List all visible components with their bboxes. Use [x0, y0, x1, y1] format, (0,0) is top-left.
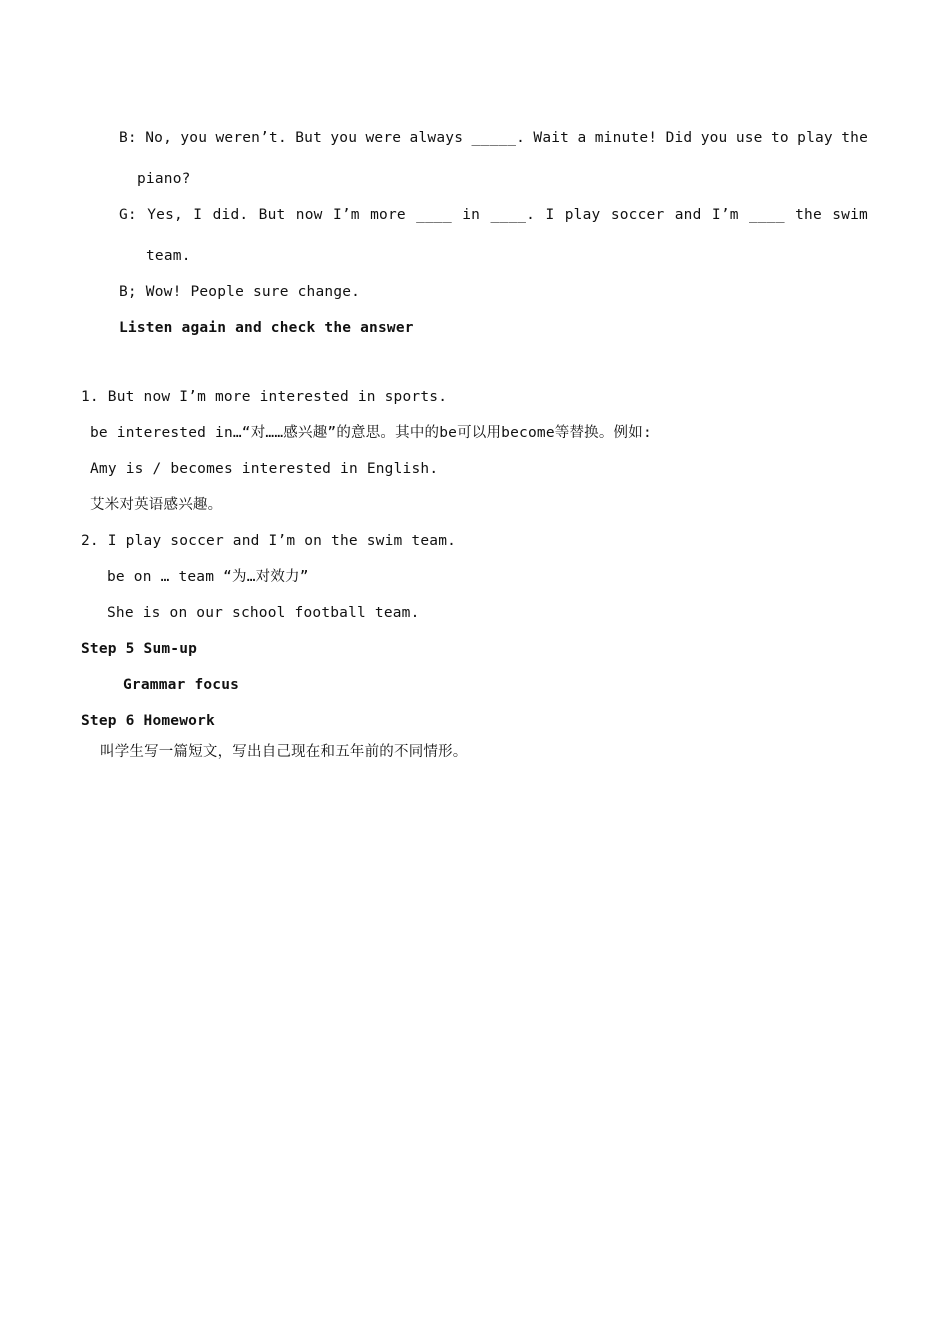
- word: I’m: [332, 207, 360, 223]
- note-1-example-en: Amy is / becomes interested in English.: [90, 461, 439, 477]
- word: I: [545, 207, 555, 223]
- word: I: [193, 207, 203, 223]
- word: G:: [119, 207, 137, 223]
- word: Wait: [533, 130, 570, 146]
- note-1-explanation: be interested in…“对……感兴趣”的意思。其中的be可以用become等替换。例如:: [90, 425, 652, 441]
- dialogue-g1-line1: [119, 205, 868, 225]
- word: to: [770, 130, 789, 146]
- word: use: [735, 130, 763, 146]
- word: play: [564, 207, 601, 223]
- word: always: [409, 130, 464, 146]
- word: No,: [145, 130, 172, 146]
- note-2-example: She is on our school football team.: [107, 605, 420, 621]
- word: play: [797, 130, 833, 146]
- word: you: [700, 130, 728, 146]
- word: ____.: [490, 207, 536, 223]
- dialogue-b2: B; Wow! People sure change.: [119, 284, 361, 300]
- word: But: [295, 130, 323, 146]
- word: you: [330, 130, 358, 146]
- word: more: [370, 207, 406, 223]
- note-1-example-zh: 艾米对英语感兴趣。: [90, 497, 223, 513]
- word: swim: [832, 207, 868, 223]
- word: soccer: [610, 207, 665, 223]
- word: _____.: [471, 130, 526, 146]
- word: the: [795, 207, 822, 223]
- word: were: [365, 130, 402, 146]
- word: the: [841, 130, 868, 146]
- word: weren’t.: [215, 130, 287, 146]
- note-2-sentence: 2. I play soccer and I’m on the swim team.: [81, 533, 457, 549]
- step-6-title: Step 6 Homework: [81, 713, 215, 729]
- word: Did: [665, 130, 693, 146]
- dialogue-b1-line1: [119, 128, 868, 148]
- word: But: [258, 207, 286, 223]
- note-1-sentence: 1. But now I’m more interested in sports.: [81, 389, 448, 405]
- word: ____: [416, 207, 452, 223]
- word: in: [462, 207, 481, 223]
- step-5-item: Grammar focus: [123, 677, 240, 693]
- dialogue-g1-line2: team.: [146, 248, 191, 264]
- note-2-explanation: be on … team “为…对效力”: [107, 569, 309, 585]
- word: now: [295, 207, 323, 223]
- word: did.: [212, 207, 249, 223]
- step-5-title: Step 5 Sum-up: [81, 641, 198, 657]
- word: minute!: [594, 130, 658, 146]
- word: B:: [119, 130, 137, 146]
- word: ____: [749, 207, 785, 223]
- dialogue-b1-line2: piano?: [137, 171, 191, 187]
- word: you: [180, 130, 208, 146]
- word: and: [674, 207, 702, 223]
- step-6-item: 叫学生写一篇短文，写出自己现在和五年前的不同情形。: [100, 744, 468, 760]
- word: I’m: [711, 207, 739, 223]
- listen-again-instruction: Listen again and check the answer: [119, 320, 414, 336]
- word: Yes,: [147, 207, 183, 223]
- word: a: [577, 130, 587, 146]
